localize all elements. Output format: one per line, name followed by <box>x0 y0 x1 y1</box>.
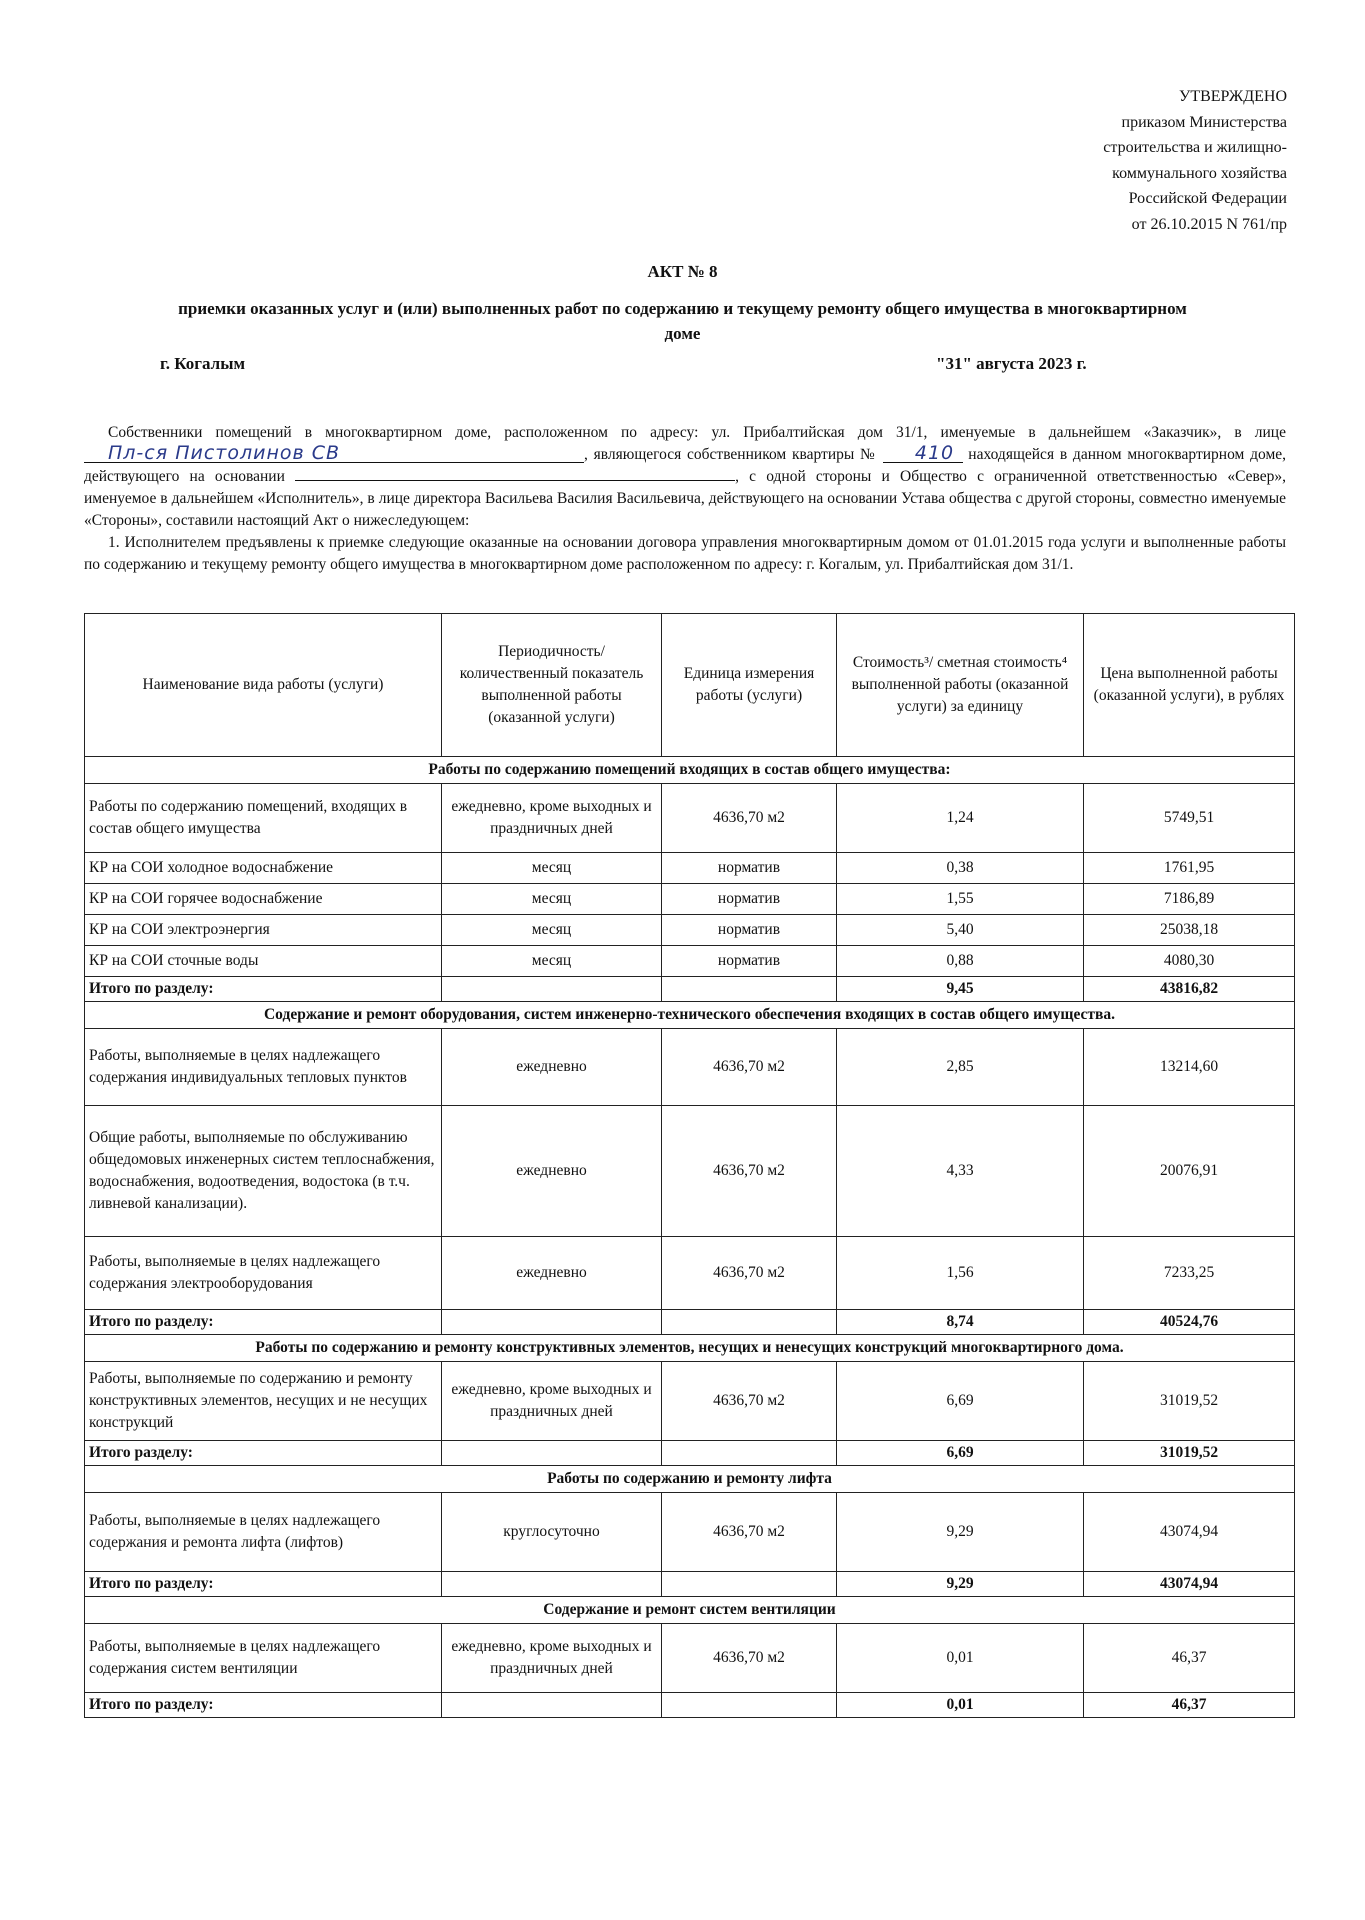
section-title-row <box>85 1335 1295 1362</box>
section-total-label: Итого по разделу: <box>85 1310 442 1335</box>
table-row <box>85 946 1295 977</box>
approval-line: от 26.10.2015 N 761/пр <box>1131 215 1287 233</box>
work-name: Работы, выполняемые в целях надлежащего содержания электрооборудования <box>85 1237 442 1310</box>
section-total-cost: 8,74 <box>837 1310 1084 1335</box>
works-table <box>84 613 1295 1718</box>
work-unit: 4636,70 м2 <box>662 1029 837 1106</box>
table-row <box>85 1362 1295 1441</box>
work-price: 43074,94 <box>1084 1493 1295 1572</box>
work-period: ежедневно, кроме выходных и праздничных дней <box>442 1362 662 1441</box>
section-total-price: 43816,82 <box>1084 977 1295 1002</box>
table-row <box>85 915 1295 946</box>
intro-text-a: Собственники помещений в многоквартирном доме, расположенном по адресу: ул. Прибалтийская дом 31/1, именуемые в дальнейшем «Заказчик», в лице <box>108 424 1286 441</box>
table-header-row <box>85 614 1295 757</box>
section-total-empty <box>442 1693 662 1718</box>
approval-line: Российской Федерации <box>1128 190 1287 207</box>
section-title: Работы по содержанию помещений входящих в состав общего имущества: <box>85 757 1295 784</box>
section-title-row <box>85 1466 1295 1493</box>
work-period: ежедневно <box>442 1106 662 1237</box>
work-period: круглосуточно <box>442 1493 662 1572</box>
section-total-price: 46,37 <box>1084 1693 1295 1718</box>
approval-line: коммунального хозяйства <box>1112 164 1287 182</box>
work-cost: 0,01 <box>837 1624 1084 1693</box>
work-name: Работы, выполняемые в целях надлежащего содержания и ремонта лифта (лифтов) <box>85 1493 442 1572</box>
work-unit: 4636,70 м2 <box>662 1624 837 1693</box>
section-total-empty <box>442 1310 662 1335</box>
work-cost: 6,69 <box>837 1362 1084 1441</box>
section-total-row <box>85 1693 1295 1718</box>
work-price: 25038,18 <box>1084 915 1295 946</box>
table-row <box>85 853 1295 884</box>
section-title: Содержание и ремонт систем вентиляции <box>85 1597 1295 1624</box>
intro-text-d: , с одной стороны и Общество с ограниченной ответственностью «Север», именуемое в дальнейшем «Исполнитель», в лице директора Васильева Василия Васильевича, действующего на основании Устава общества с другой стороны, совместно именуемые «Стороны», составили настоящий Акт о нижеследующем: <box>84 468 1287 529</box>
intro-paragraph-1 <box>84 422 1286 532</box>
intro-text-c: находящейся в данном многоквартирном доме, действующего на основании <box>84 446 1287 485</box>
section-total-empty <box>442 977 662 1002</box>
work-name: КР на СОИ холодное водоснабжение <box>85 853 442 884</box>
section-total-label: Итого по разделу: <box>85 1693 442 1718</box>
section-total-empty <box>442 1441 662 1466</box>
approval-line: УТВЕРЖДЕНО <box>1178 88 1287 105</box>
approval-line: приказом Министерства <box>1121 113 1287 131</box>
approval-line: строительства и жилищно- <box>1103 139 1287 156</box>
work-unit: норматив <box>662 915 837 946</box>
work-period: месяц <box>442 946 662 977</box>
work-price: 5749,51 <box>1084 784 1295 853</box>
work-price: 46,37 <box>1084 1624 1295 1693</box>
intro-text-b: , являющегося собственником квартиры № <box>584 446 877 463</box>
header-name: Наименование вида работы (услуги) <box>85 614 442 757</box>
work-unit: норматив <box>662 853 837 884</box>
work-unit: норматив <box>662 946 837 977</box>
section-total-cost: 9,45 <box>837 977 1084 1002</box>
work-cost: 0,38 <box>837 853 1084 884</box>
work-price: 7233,25 <box>1084 1237 1295 1310</box>
section-total-cost: 9,29 <box>837 1572 1084 1597</box>
section-total-label: Итого по разделу: <box>85 1572 442 1597</box>
table-body <box>85 757 1295 1718</box>
document-city: г. Когалым <box>160 354 246 373</box>
document-title: АКТ № 8 <box>647 262 718 281</box>
approval-stamp <box>1103 84 1287 237</box>
table-row <box>85 884 1295 915</box>
section-total-row <box>85 1441 1295 1466</box>
work-cost: 1,24 <box>837 784 1084 853</box>
work-name: Работы по содержанию помещений, входящих в состав общего имущества <box>85 784 442 853</box>
work-cost: 2,85 <box>837 1029 1084 1106</box>
work-period: месяц <box>442 915 662 946</box>
header-unit: Единица измерения работы (услуги) <box>662 614 837 757</box>
document-date: "31" августа 2023 г. <box>936 354 1087 373</box>
section-total-row <box>85 1310 1295 1335</box>
work-period: ежедневно, кроме выходных и праздничных дней <box>442 1624 662 1693</box>
work-period: ежедневно <box>442 1237 662 1310</box>
section-total-empty <box>662 1310 837 1335</box>
work-name: КР на СОИ электроэнергия <box>85 915 442 946</box>
work-name: КР на СОИ горячее водоснабжение <box>85 884 442 915</box>
section-total-label: Итого по разделу: <box>85 977 442 1002</box>
document-subtitle: приемки оказанных услуг и (или) выполненных работ по содержанию и текущему ремонту общего имущества в многоквартирном доме <box>178 299 1187 343</box>
work-name: Общие работы, выполняемые по обслуживанию общедомовых инженерных систем теплоснабжения, водоснабжения, водоотведения, водостока (в т.ч. ливневой канализации). <box>85 1106 442 1237</box>
section-total-empty <box>662 977 837 1002</box>
section-total-cost: 0,01 <box>837 1693 1084 1718</box>
table-row <box>85 784 1295 853</box>
work-unit: 4636,70 м2 <box>662 784 837 853</box>
header-price: Цена выполненной работы (оказанной услуги), в рублях <box>1084 614 1295 757</box>
work-unit: 4636,70 м2 <box>662 1493 837 1572</box>
section-total-row <box>85 977 1295 1002</box>
apartment-number: 410 <box>883 444 963 463</box>
work-name: Работы, выполняемые по содержанию и ремонту конструктивных элементов, несущих и не несущих конструкций <box>85 1362 442 1441</box>
work-unit: 4636,70 м2 <box>662 1237 837 1310</box>
work-unit: 4636,70 м2 <box>662 1362 837 1441</box>
work-price: 20076,91 <box>1084 1106 1295 1237</box>
work-cost: 5,40 <box>837 915 1084 946</box>
intro-paragraph-2: 1. Исполнителем предъявлены к приемке следующие оказанные на основании договора управления многоквартирным домом от 01.01.2015 года услуги и выполненные работы по содержанию и текущему ремонту общего имущества в многоквартирном доме расположенном по адресу: г. Когалым, ул. Прибалтийская дом 31/1. <box>84 534 1286 573</box>
section-total-label: Итого разделу: <box>85 1441 442 1466</box>
work-period: ежедневно <box>442 1029 662 1106</box>
intro-text <box>84 422 1286 576</box>
section-title-row <box>85 1002 1295 1029</box>
table-row <box>85 1106 1295 1237</box>
work-cost: 4,33 <box>837 1106 1084 1237</box>
section-total-cost: 6,69 <box>837 1441 1084 1466</box>
work-unit: норматив <box>662 884 837 915</box>
section-title-row <box>85 1597 1295 1624</box>
table-row <box>85 1493 1295 1572</box>
work-period: месяц <box>442 884 662 915</box>
work-name: КР на СОИ сточные воды <box>85 946 442 977</box>
work-cost: 1,55 <box>837 884 1084 915</box>
work-cost: 1,56 <box>837 1237 1084 1310</box>
work-price: 7186,89 <box>1084 884 1295 915</box>
work-period: ежедневно, кроме выходных и праздничных дней <box>442 784 662 853</box>
section-total-empty <box>662 1572 837 1597</box>
section-total-empty <box>662 1693 837 1718</box>
section-total-price: 40524,76 <box>1084 1310 1295 1335</box>
section-title: Содержание и ремонт оборудования, систем инженерно-технического обеспечения входящих в состав общего имущества. <box>85 1002 1295 1029</box>
work-name: Работы, выполняемые в целях надлежащего содержания систем вентиляции <box>85 1624 442 1693</box>
work-period: месяц <box>442 853 662 884</box>
section-title: Работы по содержанию и ремонту конструктивных элементов, несущих и ненесущих конструкций многоквартирного дома. <box>85 1335 1295 1362</box>
section-total-empty <box>442 1572 662 1597</box>
section-total-row <box>85 1572 1295 1597</box>
work-name: Работы, выполняемые в целях надлежащего содержания индивидуальных тепловых пунктов <box>85 1029 442 1106</box>
section-title: Работы по содержанию и ремонту лифта <box>85 1466 1295 1493</box>
representative-signature: Пл-ся Пистолинов СВ <box>84 444 584 463</box>
work-price: 1761,95 <box>1084 853 1295 884</box>
work-unit: 4636,70 м2 <box>662 1106 837 1237</box>
table-row <box>85 1029 1295 1106</box>
section-total-empty <box>662 1441 837 1466</box>
work-price: 31019,52 <box>1084 1362 1295 1441</box>
header-period: Периодичность/ количественный показатель выполненной работы (оказанной услуги) <box>442 614 662 757</box>
header-cost: Стоимость³/ сметная стоимость⁴ выполненной работы (оказанной услуги) за единицу <box>837 614 1084 757</box>
table-row <box>85 1624 1295 1693</box>
work-price: 13214,60 <box>1084 1029 1295 1106</box>
table-row <box>85 1237 1295 1310</box>
work-cost: 9,29 <box>837 1493 1084 1572</box>
section-title-row <box>85 757 1295 784</box>
work-cost: 0,88 <box>837 946 1084 977</box>
section-total-price: 43074,94 <box>1084 1572 1295 1597</box>
work-price: 4080,30 <box>1084 946 1295 977</box>
basis-blank-line <box>295 466 735 481</box>
section-total-price: 31019,52 <box>1084 1441 1295 1466</box>
